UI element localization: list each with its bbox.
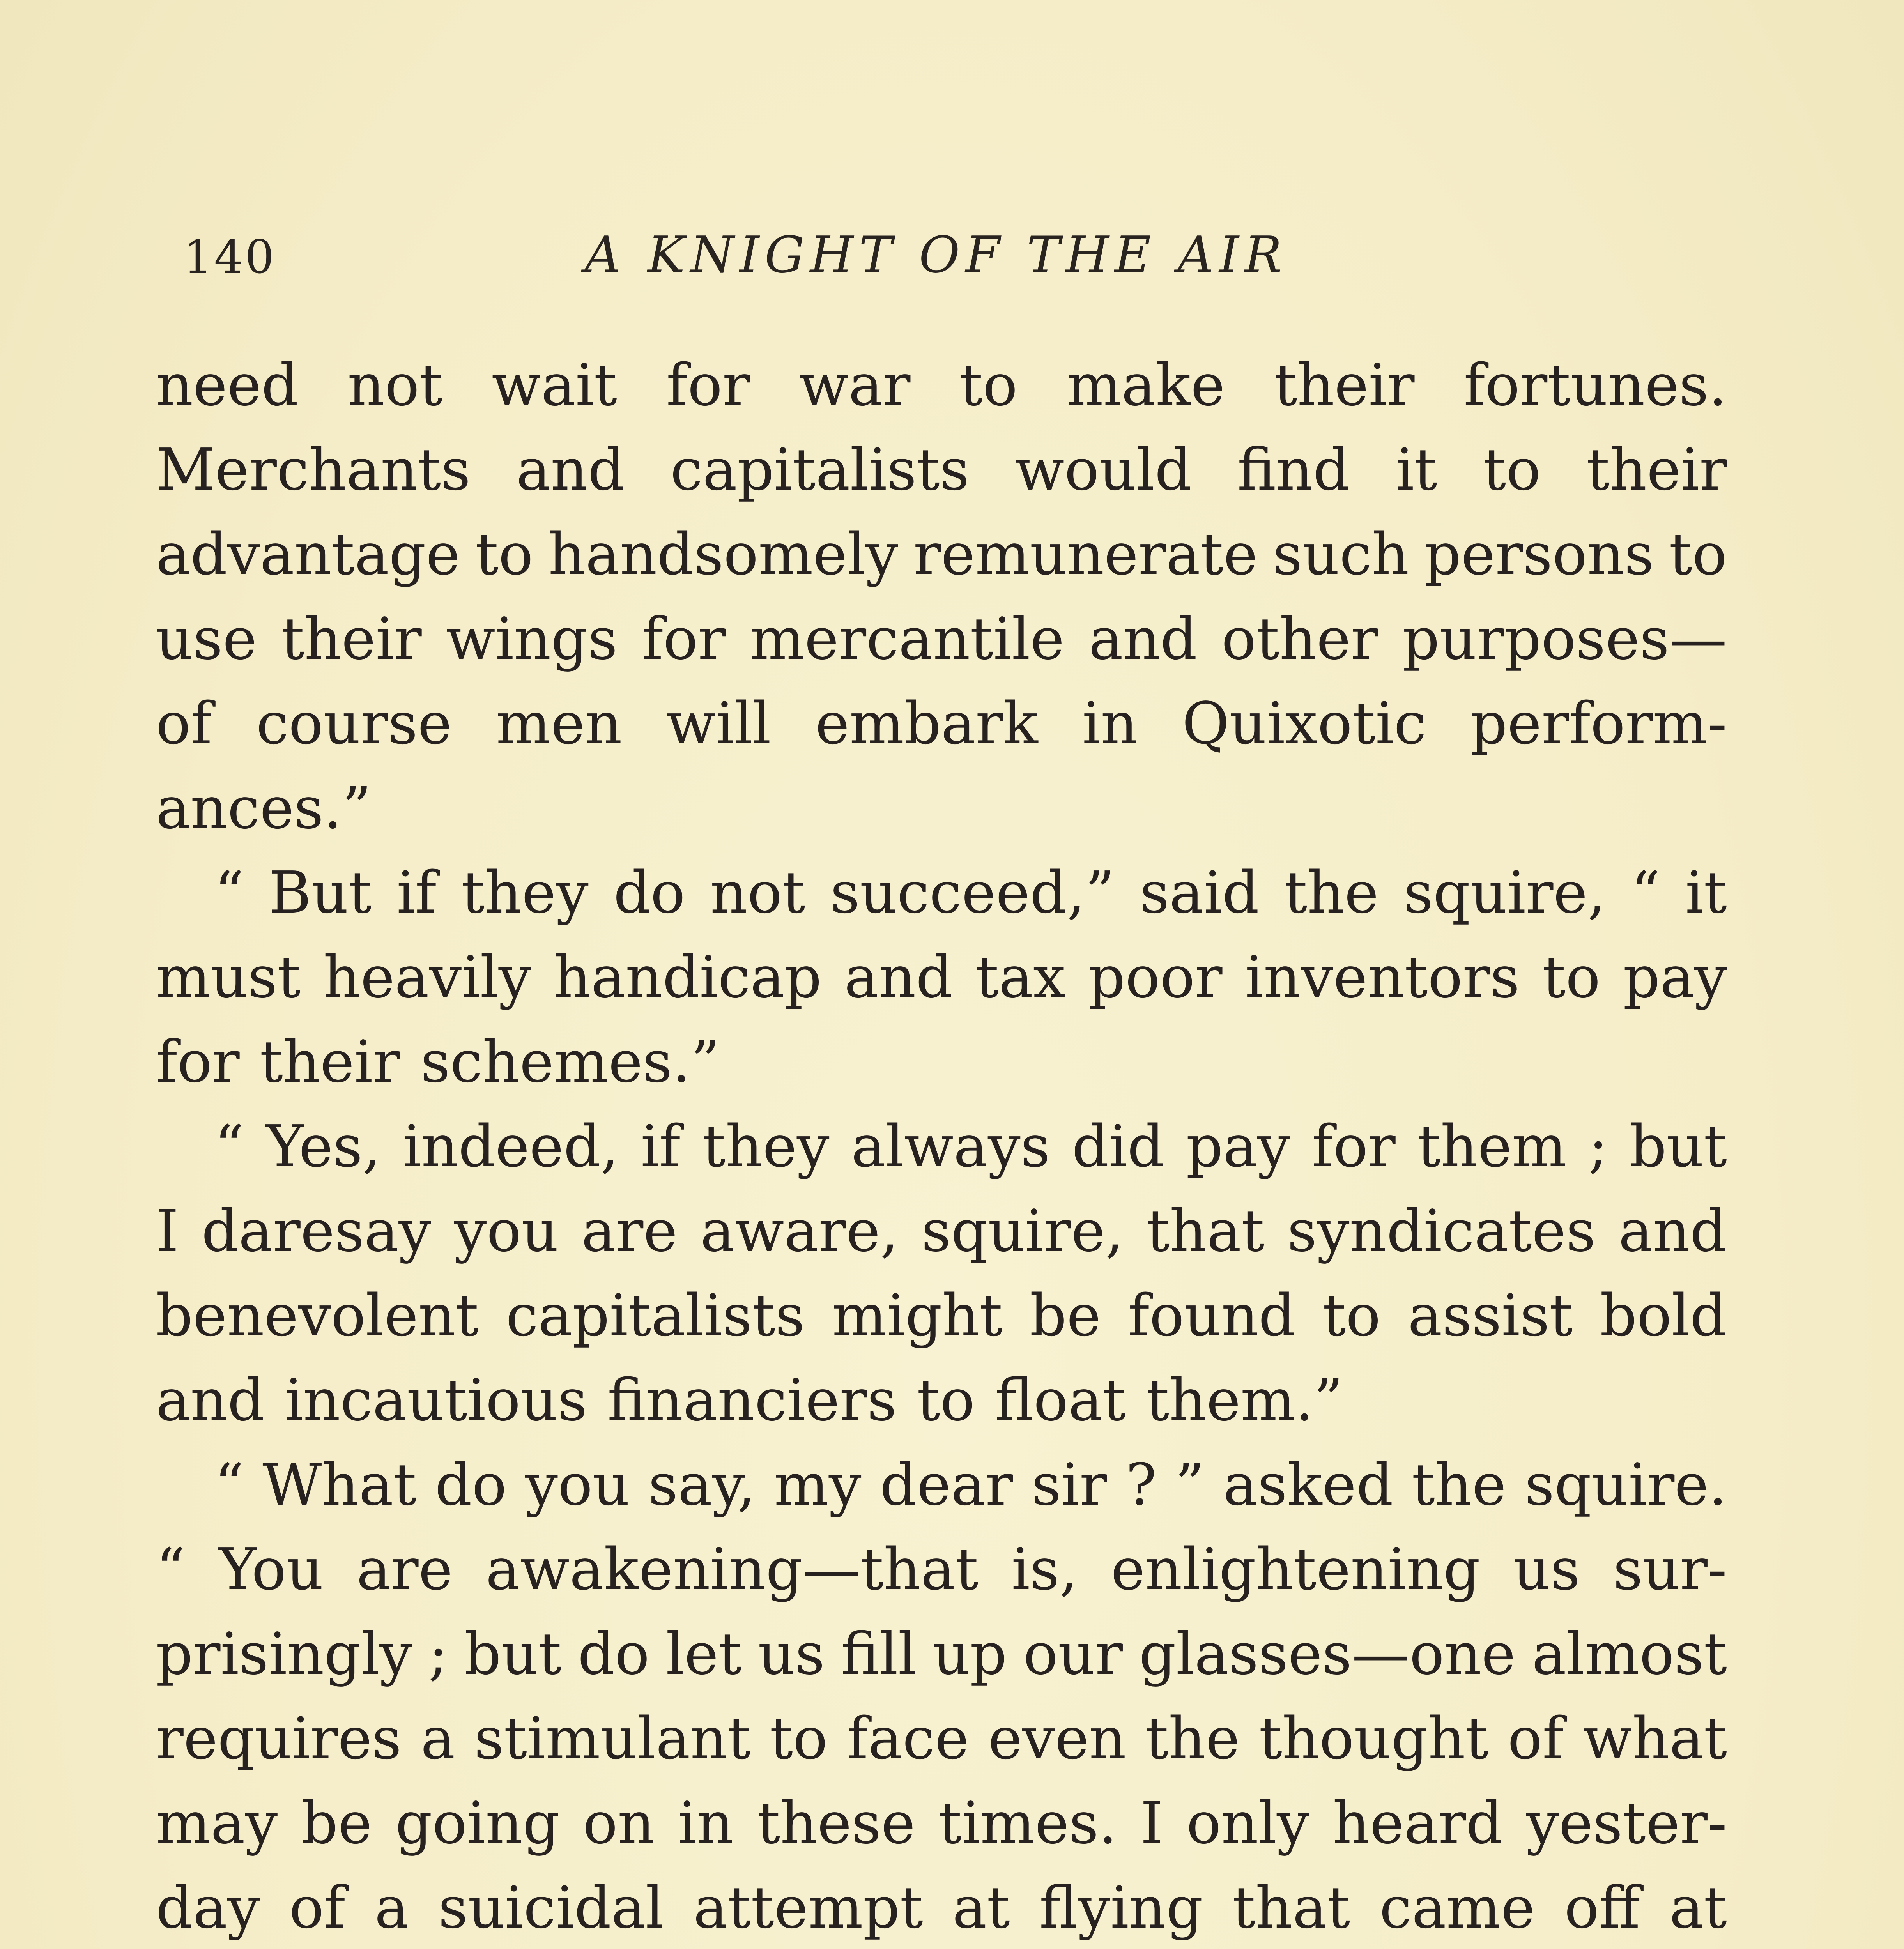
word: us [758,1620,825,1687]
word: off [1564,1874,1640,1941]
word: be [301,1790,372,1857]
word: squire. [1525,1451,1727,1518]
text-line [156,1781,1727,1866]
word: to [917,1367,975,1434]
word: advantage [156,521,460,588]
word: to [1483,436,1541,503]
word: to [1669,521,1727,588]
text-line [156,512,1727,597]
word: remunerate [913,521,1258,588]
word: syndicates [1287,1197,1596,1265]
word: they [702,1113,830,1180]
word: for [156,1028,240,1095]
word: and [156,1367,265,1434]
word: a [421,1705,455,1772]
word: us [1513,1536,1580,1603]
word: ? [1125,1451,1157,1518]
word: not [347,352,443,419]
word: to [475,521,533,588]
word: pay [1623,944,1727,1011]
word: to [959,352,1018,419]
word: other [1221,605,1378,672]
word: to [1542,944,1601,1011]
word: wings [446,605,618,672]
word: they [461,859,589,926]
word: Yes, [265,1113,381,1180]
word: almost [1532,1620,1727,1687]
word: it [1685,859,1727,926]
word: I [1140,1790,1163,1857]
word: persons [1424,521,1654,588]
word: say, [648,1451,756,1518]
word: always [851,1113,1050,1180]
word: But [269,859,372,926]
word: the [1412,1451,1506,1518]
word: sur- [1613,1536,1727,1603]
word: did [1072,1113,1164,1180]
word: their [1586,436,1727,503]
word: requires [156,1705,402,1772]
text-line [156,1612,1727,1696]
text-line [156,1443,1727,1527]
word: course [256,690,452,757]
word: do [613,859,685,926]
word: for [642,605,726,672]
word: attempt [693,1874,923,1941]
word: “ [156,1536,186,1603]
word: on [583,1790,655,1857]
word: dear [880,1451,1013,1518]
word: our [1023,1620,1123,1687]
word: “ [1631,859,1660,926]
word: “ [214,859,244,926]
word: and [1088,605,1197,672]
word: inventors [1245,944,1520,1011]
word: do [435,1451,507,1518]
word: for [1312,1113,1396,1180]
word: at [952,1874,1010,1941]
text-line [156,428,1727,512]
word: mercantile [750,605,1065,672]
word: is, [1011,1536,1078,1603]
word: ances.” [156,775,372,842]
word: war [799,352,911,419]
word: that [1146,1197,1265,1265]
word: tax [975,944,1066,1011]
text-line [156,1358,1727,1443]
word: would [1015,436,1192,503]
word: use [156,605,257,672]
word: to [770,1705,828,1772]
word: assist [1408,1282,1573,1349]
word: flying [1039,1874,1203,1941]
word: for [666,352,750,419]
word: bold [1600,1282,1727,1349]
word: thought [1259,1705,1489,1772]
word: schemes.” [420,1028,720,1095]
word: enlightening [1111,1536,1480,1603]
word: stimulant [474,1705,751,1772]
word: face [847,1705,969,1772]
word: not [710,859,805,926]
word: embark [815,690,1038,757]
word: you [454,1197,559,1265]
word: must [156,944,301,1011]
word: poor [1088,944,1223,1011]
word: it [1395,436,1437,503]
word: wait [492,352,617,419]
page-number: 140 [183,230,276,284]
word: suicidal [438,1874,664,1941]
word: incautious [285,1367,587,1434]
word: but [464,1620,562,1687]
word: found [1128,1282,1295,1349]
word: that [1232,1874,1350,1941]
word: even [988,1705,1126,1772]
running-title: A KNIGHT OF THE AIR [585,226,1288,284]
word: pay [1186,1113,1290,1180]
word: up [933,1620,1007,1687]
word: may [156,1790,278,1857]
text-line [156,1527,1727,1612]
text-line [156,1273,1727,1358]
word: such [1272,521,1409,588]
text-line [156,1020,1727,1104]
word: in [678,1790,734,1857]
word: men [496,690,622,757]
word: squire, [921,1197,1124,1265]
word: find [1237,436,1350,503]
word: yester- [1526,1790,1727,1857]
word: be [1030,1282,1101,1349]
page-header [183,218,1723,304]
text-line [156,1104,1727,1189]
word: purposes— [1402,605,1727,672]
word: You [218,1536,324,1603]
word: only [1186,1790,1309,1857]
word: handicap [554,944,822,1011]
word: What [262,1451,417,1518]
word: and [516,436,625,503]
text-line [156,343,1727,428]
word: asked [1223,1451,1393,1518]
word: prisingly [156,1620,412,1687]
word: awakening—that [485,1536,979,1603]
word: perform- [1470,690,1727,757]
word: and [1618,1197,1727,1265]
word: the [1284,859,1379,926]
text-line [156,1866,1727,1949]
word: the [1145,1705,1240,1772]
word: their [1274,352,1415,419]
word: at [1669,1874,1727,1941]
word: “ [214,1113,244,1180]
word: day [156,1874,260,1941]
text-line [156,1696,1727,1781]
word: do [578,1620,650,1687]
word: float [995,1367,1126,1434]
word: indeed, [403,1113,619,1180]
word: ; [1588,1113,1608,1180]
word: if [396,859,437,926]
word: going [395,1790,560,1857]
word: these [757,1790,915,1857]
word: them [1417,1113,1567,1180]
word: glasses—one [1139,1620,1516,1687]
word: ; [428,1620,448,1687]
word: a [374,1874,409,1941]
word: of [156,690,212,757]
word: ” [1175,1451,1205,1518]
word: I [156,1197,179,1265]
word: their [281,605,422,672]
word: sir [1031,1451,1107,1518]
text-line [156,681,1727,766]
text-line [156,935,1727,1020]
word: capitalists [506,1282,805,1349]
word: of [1508,1705,1564,1772]
word: in [1082,690,1138,757]
word: if [641,1113,681,1180]
word: to [1322,1282,1381,1349]
word: capitalists [670,436,970,503]
word: make [1067,352,1225,419]
text-line [156,597,1727,681]
word: and [844,944,953,1011]
word: handsomely [548,521,899,588]
word: said [1140,859,1259,926]
word: fortunes. [1463,352,1727,419]
word: fill [841,1620,917,1687]
word: benevolent [156,1282,479,1349]
word: “ [214,1451,244,1518]
word: daresay [202,1197,432,1265]
word: are [581,1197,678,1265]
text-line [156,851,1727,935]
word: succeed,” [830,859,1115,926]
text-line [156,766,1727,851]
word: let [666,1620,742,1687]
text-line [156,1189,1727,1273]
word: might [832,1282,1003,1349]
word: are [356,1536,453,1603]
word: my [774,1451,862,1518]
word: Quixotic [1182,690,1426,757]
word: but [1630,1113,1727,1180]
word: Merchants [156,436,471,503]
body-text [156,343,1727,1949]
word: financiers [607,1367,897,1434]
word: them.” [1146,1367,1343,1434]
word: came [1379,1874,1535,1941]
word: heavily [323,944,531,1011]
word: you [525,1451,630,1518]
word: aware, [700,1197,899,1265]
word: heard [1332,1790,1503,1857]
word: what [1583,1705,1727,1772]
word: will [666,690,771,757]
word: of [289,1874,345,1941]
word: squire, [1403,859,1606,926]
word: times. [938,1790,1117,1857]
word: need [156,352,299,419]
word: their [260,1028,400,1095]
